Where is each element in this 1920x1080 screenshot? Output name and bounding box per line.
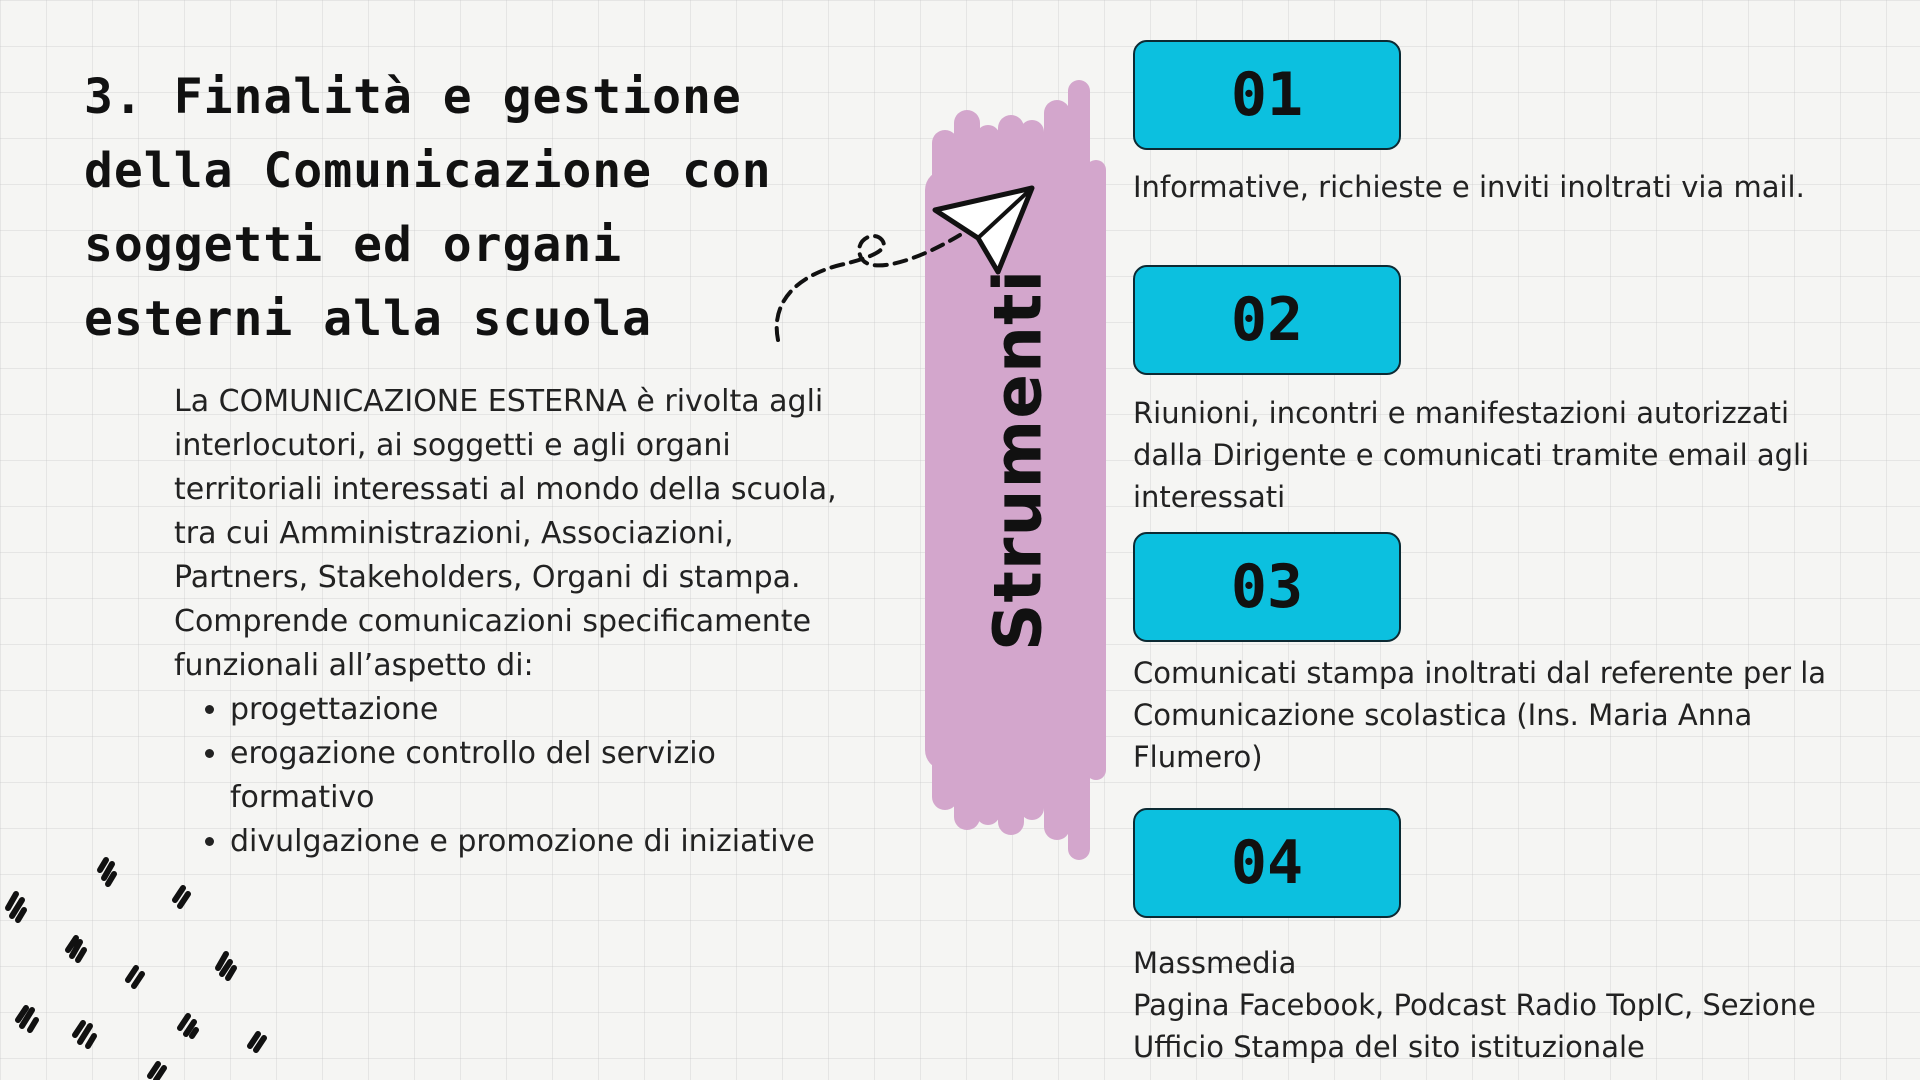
step-badge-01: 01 <box>1133 40 1401 150</box>
step-text-03: Comunicati stampa inoltrati dal referente per la Comunicazione scolastica (Ins. Maria Anna Flumero) <box>1133 656 1827 774</box>
list-item: • divulgazione e promozione di iniziative <box>230 820 864 864</box>
strumenti-label: Strumenti <box>979 268 1057 652</box>
list-item: • erogazione controllo del servizio formativo <box>230 732 864 820</box>
lead-paragraph: Comprende comunicazioni specificamente funzionali all’aspetto di: <box>174 604 812 683</box>
step-text-04: Massmedia Pagina Facebook, Podcast Radio TopIC, Sezione Ufficio Stampa del sito istituzionale <box>1133 946 1816 1064</box>
step-badge-04: 04 <box>1133 808 1401 918</box>
scribble-marks-icon <box>0 850 290 1080</box>
paper-plane-icon <box>770 180 1040 350</box>
aspects-list <box>174 688 864 864</box>
step-badge-02: 02 <box>1133 265 1401 375</box>
page-title: 3. Finalità e gestione della Comunicazione con soggetti ed organi esterni alla scuola <box>84 69 772 347</box>
step-text-01: Informative, richieste e inviti inoltrati via mail. <box>1133 170 1805 204</box>
step-badge-03: 03 <box>1133 532 1401 642</box>
list-item: • progettazione <box>230 688 864 732</box>
body-text <box>174 380 864 864</box>
intro-paragraph: La COMUNICAZIONE ESTERNA è rivolta agli interlocutori, ai soggetti e agli organi territoriali interessati al mondo della scuola, tra cui Amministrazioni, Associazioni, Partners, Stakeholders, Organi di stampa. <box>174 384 837 595</box>
step-text-02: Riunioni, incontri e manifestazioni autorizzati dalla Dirigente e comunicati tramite email agli interessati <box>1133 396 1810 514</box>
